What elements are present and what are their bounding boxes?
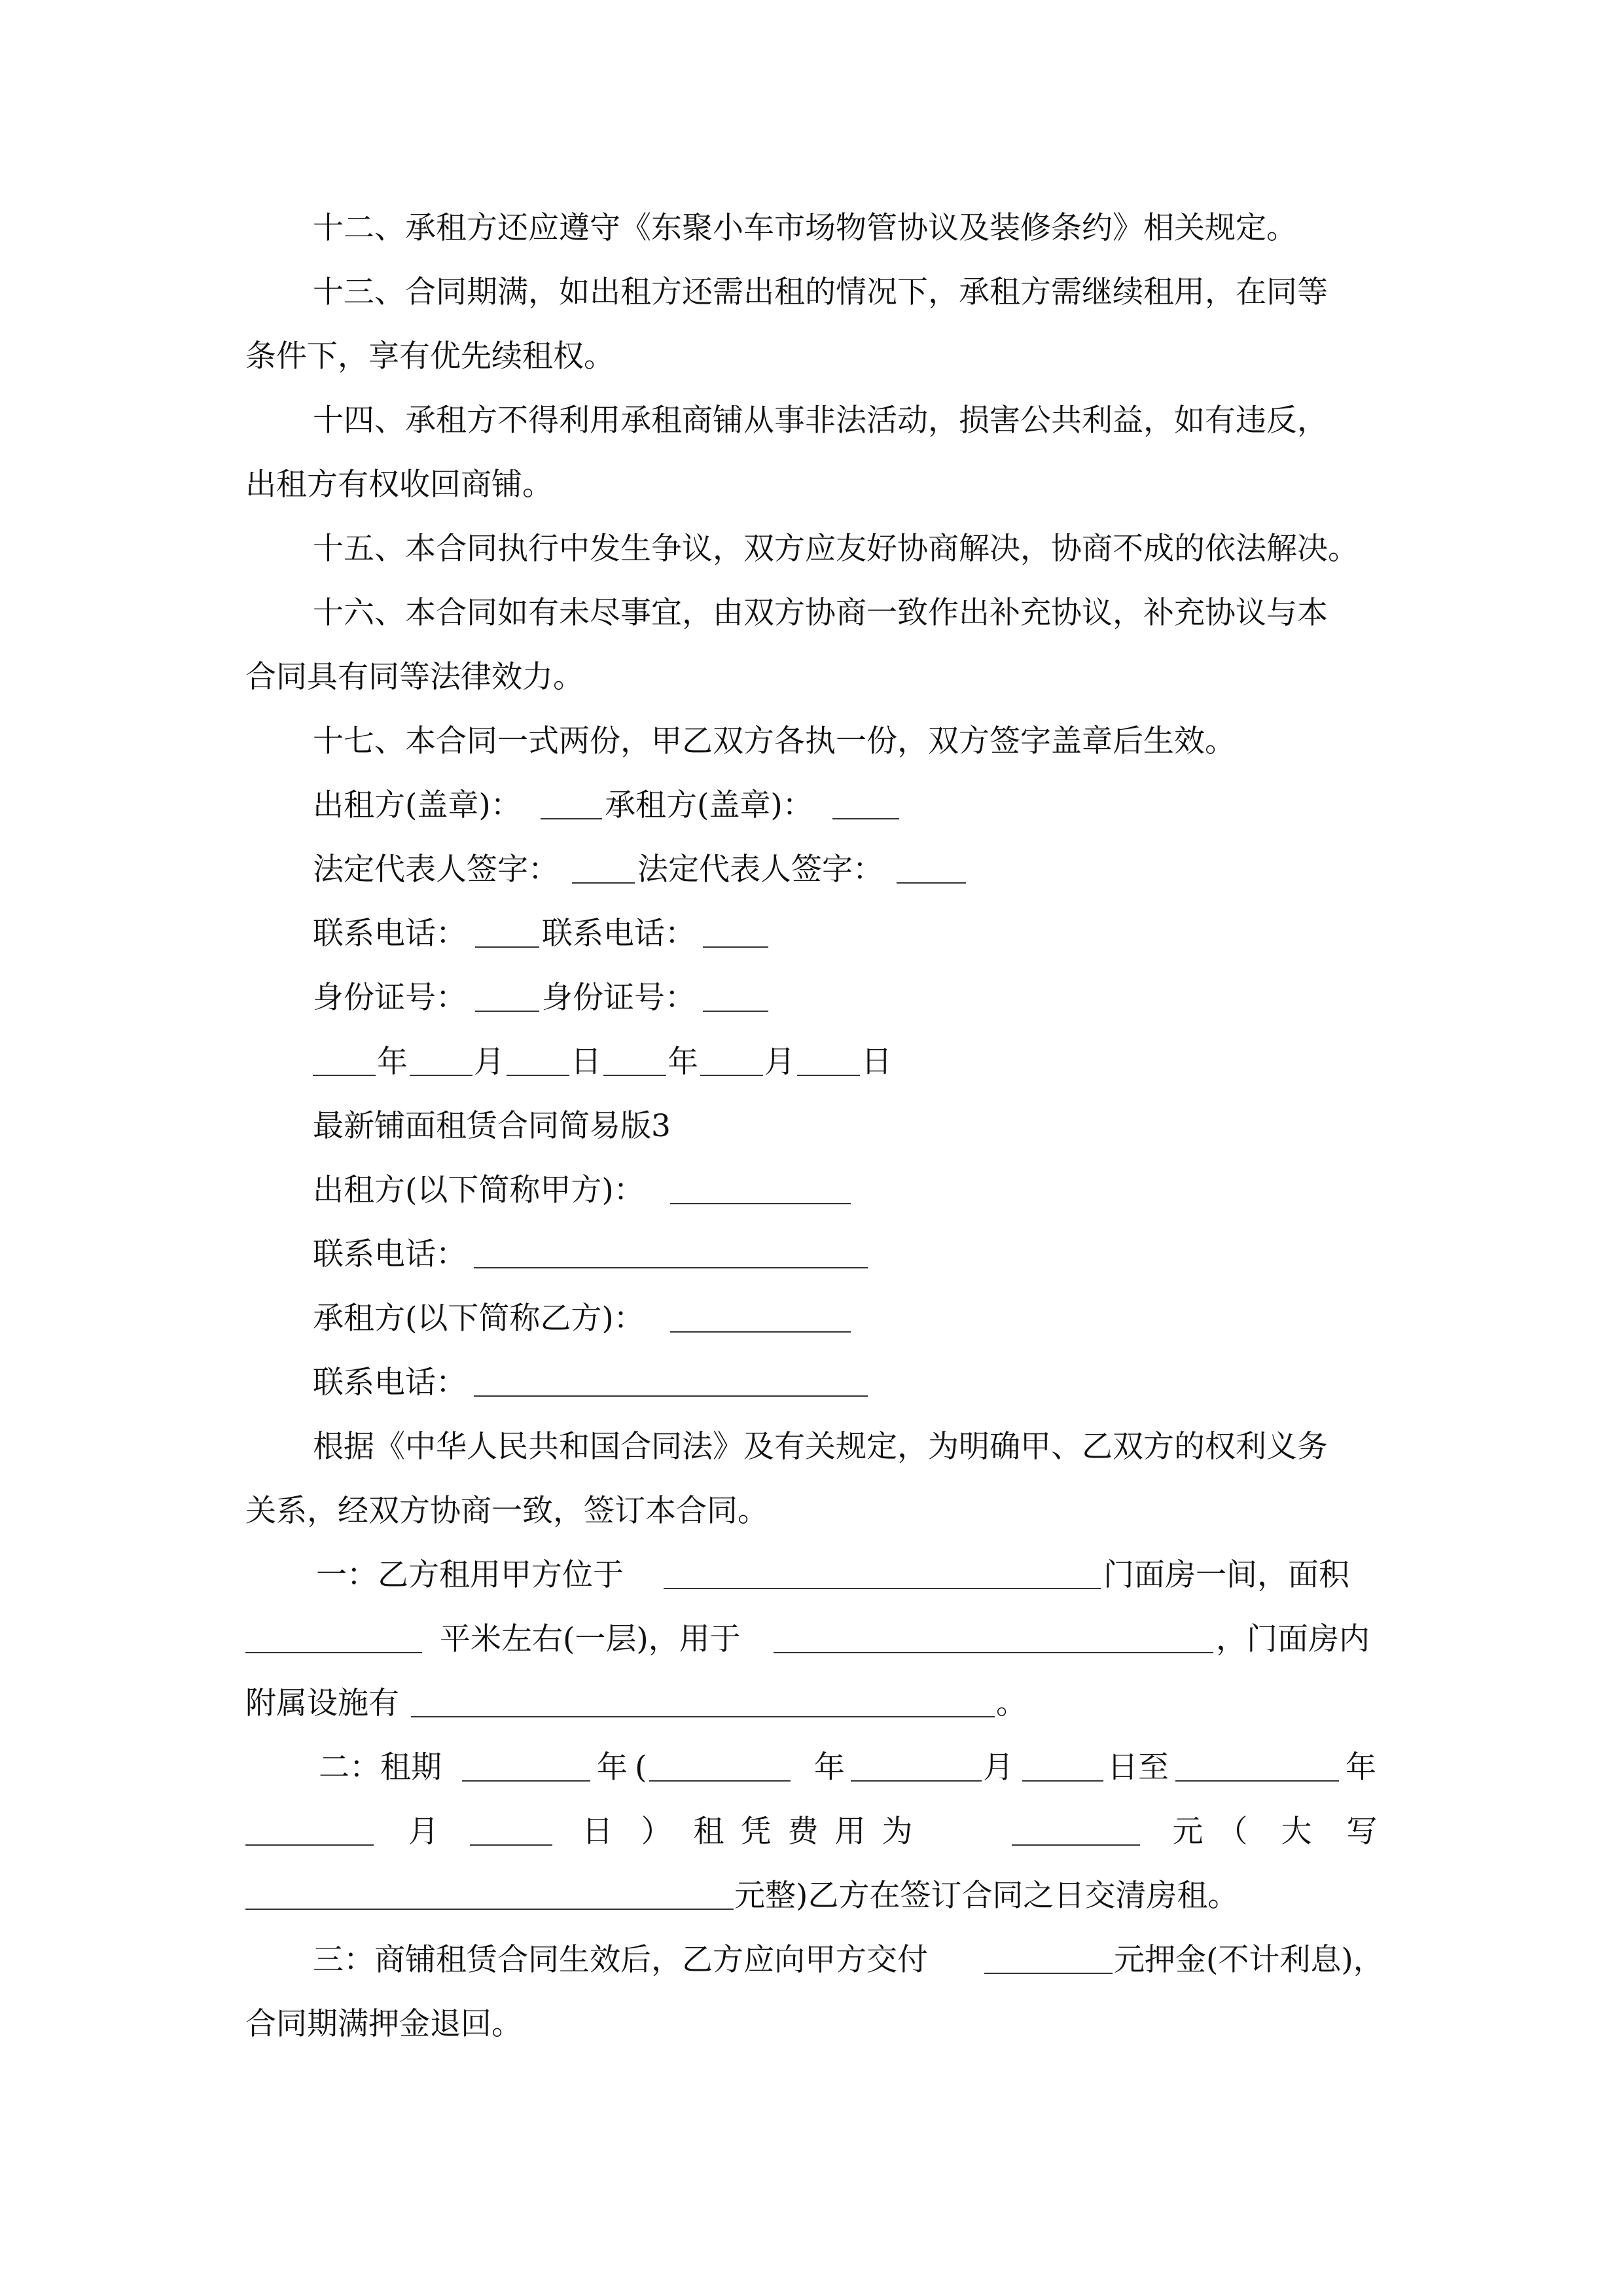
item-2-amount-words-blank — [245, 1909, 734, 1910]
clause-15 — [0, 517, 1623, 581]
item-2-tail: 元整)乙方在签订合同之日交清房租。 — [734, 1878, 1239, 1914]
item-2-char-zu: 租 — [693, 1814, 724, 1850]
item-2-char-yuan: 元 — [1172, 1814, 1204, 1850]
item-1-usage-blank — [774, 1652, 1213, 1653]
party-b-label: 承租方(以下简称乙方)： — [313, 1300, 645, 1336]
clause-16-line-1 — [0, 581, 1623, 645]
lessor-phone-blank — [475, 946, 539, 948]
date-year-1: 年 — [377, 1044, 408, 1080]
date-day-2: 日 — [861, 1044, 892, 1080]
clause-16-text-1: 十六、本合同如有未尽事宜，由双方协商一致作出补充协议，补充协议与本 — [313, 595, 1328, 631]
item-2-term-blank — [462, 1780, 590, 1782]
lessor-id-blank — [475, 1011, 539, 1012]
clause-14-text-2: 出租方有权收回商铺。 — [245, 467, 553, 503]
clause-13-text-1: 十三、合同期满，如出租方还需出租的情况下，承租方需继续租用，在同等 — [313, 274, 1328, 310]
item-1-line-2 — [0, 1607, 1623, 1672]
item-2-start-month-blank — [851, 1780, 982, 1782]
clause-16-line-2 — [0, 645, 1623, 709]
item-2-char-wei: 为 — [882, 1814, 913, 1850]
date-day-1: 日 — [571, 1044, 601, 1080]
clause-16-text-2: 合同具有同等法律效力。 — [245, 659, 584, 695]
party-b-phone-label: 联系电话： — [313, 1365, 467, 1401]
party-a-phone-line — [0, 1223, 1623, 1287]
lessor-seal-blank — [541, 818, 602, 819]
lessee-seal-label: 承租方(盖章)： — [605, 787, 813, 823]
date-blank-6 — [797, 1075, 860, 1076]
item-1-text-b: 门面房一间，面积 — [1103, 1557, 1349, 1593]
lessor-id-label: 身份证号： — [313, 980, 467, 1016]
item-2-month-2: 月 — [408, 1814, 439, 1850]
signature-id-line — [0, 966, 1623, 1030]
preamble-line-1 — [0, 1415, 1623, 1479]
clause-12 — [0, 196, 1623, 260]
item-1-line-3 — [0, 1672, 1623, 1736]
item-2-char-da: 大 — [1281, 1814, 1312, 1850]
contract-3-title-line — [0, 1094, 1623, 1158]
party-a-phone-label: 联系电话： — [313, 1236, 467, 1272]
preamble-text-2: 关系，经双方协商一致，签订本合同。 — [245, 1493, 768, 1529]
clause-12-text: 十二、承租方还应遵守《东聚小车市场物管协议及装修条约》相关规定。 — [313, 210, 1297, 246]
contract-3-title: 最新铺面租赁合同简易版3 — [313, 1108, 671, 1144]
signature-phone-line — [0, 902, 1623, 966]
party-a-phone-blank — [474, 1267, 868, 1268]
signature-rep-line — [0, 838, 1623, 902]
date-month-2: 月 — [764, 1044, 795, 1080]
item-2-end-month-blank — [245, 1844, 374, 1846]
clause-17 — [0, 709, 1623, 774]
item-2-year-1: 年 — [597, 1749, 628, 1785]
item-3-deposit-blank — [984, 1973, 1113, 1974]
item-2-year-3: 年 — [1346, 1749, 1376, 1785]
clause-13-line-1 — [0, 260, 1623, 325]
item-2-char-ping: 凭 — [740, 1814, 772, 1850]
party-b-phone-blank — [474, 1395, 868, 1397]
date-year-2: 年 — [668, 1044, 698, 1080]
item-2-paren-open: ( — [635, 1749, 647, 1785]
lessor-rep-label: 法定代表人签字： — [313, 852, 559, 888]
date-blank-1 — [313, 1075, 376, 1076]
lessee-rep-blank — [897, 882, 966, 884]
item-3-text-c: 合同期满押金退回。 — [245, 2006, 522, 2042]
item-1-line-1 — [0, 1543, 1623, 1607]
clause-17-text: 十七、本合同一式两份，甲乙双方各执一份，双方签字盖章后生效。 — [313, 723, 1236, 759]
item-2-paren-open-2: （ — [1217, 1814, 1248, 1850]
item-2-day-2: 日 — [582, 1814, 613, 1850]
item-1-area-blank — [245, 1652, 422, 1653]
signature-seal-line — [0, 774, 1623, 838]
date-blank-4 — [603, 1075, 666, 1076]
item-2-month-1: 月 — [983, 1749, 1014, 1785]
lessee-rep-label: 法定代表人签字： — [637, 852, 883, 888]
item-2-line-1 — [0, 1736, 1623, 1800]
item-3-text-b: 元押金(不计利息)， — [1114, 1942, 1384, 1978]
item-2-end-day-blank — [470, 1844, 552, 1846]
lessee-phone-blank — [703, 946, 768, 948]
lessee-id-label: 身份证号： — [542, 980, 696, 1016]
clause-14-line-1 — [0, 389, 1623, 453]
item-2-line-3 — [0, 1864, 1623, 1928]
item-3-text-a: 三：商铺租赁合同生效后，乙方应向甲方交付 — [313, 1942, 928, 1978]
item-2-start-year-blank — [649, 1780, 791, 1782]
party-a-blank — [670, 1203, 851, 1204]
item-2-paren-close: ） — [641, 1814, 672, 1850]
item-3-line-2 — [0, 1992, 1623, 2056]
item-2-char-yong: 用 — [834, 1814, 866, 1850]
clause-14-line-2 — [0, 453, 1623, 517]
date-blank-2 — [410, 1075, 473, 1076]
item-1-facilities-blank — [411, 1716, 995, 1717]
signature-date-line — [0, 1030, 1623, 1094]
item-2-year-2: 年 — [814, 1749, 845, 1785]
lessor-phone-label: 联系电话： — [313, 916, 467, 952]
lessee-phone-label: 联系电话： — [542, 916, 696, 952]
date-blank-3 — [507, 1075, 569, 1076]
item-2-char-xie: 写 — [1346, 1814, 1378, 1850]
lessee-id-blank — [703, 1011, 768, 1012]
clause-13-text-2: 条件下，享有优先续租权。 — [245, 338, 615, 374]
lessor-rep-blank — [572, 882, 635, 884]
clause-14-text-1: 十四、承租方不得利用承租商铺从事非法活动，损害公共利益，如有违反， — [313, 403, 1328, 439]
clause-15-text: 十五、本合同执行中发生争议，双方应友好协商解决，协商不成的依法解决。 — [313, 531, 1359, 567]
clause-13-line-2 — [0, 325, 1623, 389]
item-1-location-blank — [664, 1588, 1101, 1589]
party-b-blank — [670, 1331, 851, 1333]
lessor-seal-label: 出租方(盖章)： — [313, 787, 522, 823]
lessee-seal-blank — [832, 818, 899, 819]
date-month-1: 月 — [474, 1044, 505, 1080]
item-2-end-year-blank — [1175, 1780, 1339, 1782]
preamble-line-2 — [0, 1479, 1623, 1543]
item-2-fee-blank — [1012, 1844, 1140, 1846]
item-1-text-f: 。 — [996, 1685, 1027, 1721]
item-2-char-fei: 费 — [787, 1814, 819, 1850]
item-2-line-2 — [0, 1800, 1623, 1864]
item-1-text-c: 平米左右(一层)，用于 — [440, 1621, 741, 1657]
party-b-line — [0, 1287, 1623, 1351]
preamble-text-1: 根据《中华人民共和国合同法》及有关规定，为明确甲、乙双方的权利义务 — [313, 1429, 1328, 1465]
item-2-start-day-blank — [1022, 1780, 1103, 1782]
item-2-day-to: 日至 — [1107, 1749, 1169, 1785]
item-3-line-1 — [0, 1928, 1623, 1992]
item-1-text-d: ，门面房内 — [1216, 1621, 1370, 1657]
date-blank-5 — [700, 1075, 763, 1076]
party-a-label: 出租方(以下简称甲方)： — [313, 1172, 645, 1208]
item-1-text-e: 附属设施有 — [245, 1685, 399, 1721]
item-2-text-a: 二：租期 — [319, 1749, 442, 1785]
item-1-text-a: 一：乙方租用甲方位于 — [316, 1557, 624, 1593]
party-a-line — [0, 1158, 1623, 1223]
party-b-phone-line — [0, 1351, 1623, 1415]
